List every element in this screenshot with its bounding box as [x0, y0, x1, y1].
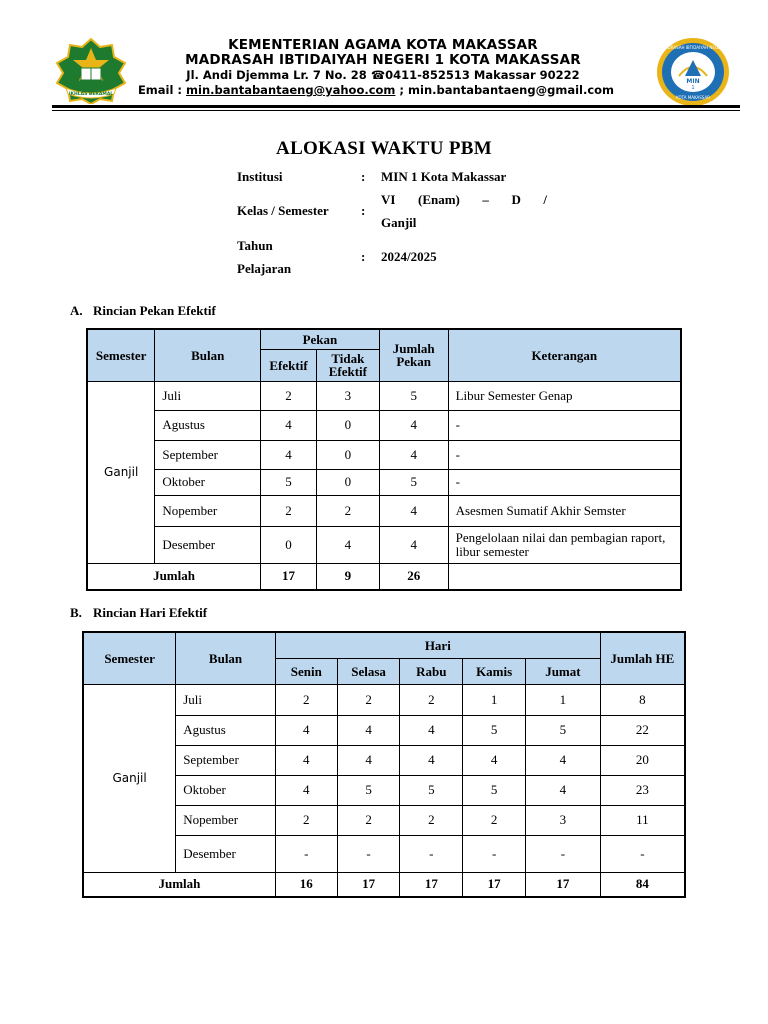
- table-row: Oktober 5 0 5 -: [87, 469, 681, 495]
- school-address: Jl. Andi Djemma Lr. 7 No. 28 ☎0411-852513 Makassar 90222: [186, 68, 580, 82]
- school-name: MADRASAH IBTIDAIYAH NEGERI 1 KOTA MAKASSAR: [185, 52, 581, 68]
- table-row: Ganjil Juli 2 3 5 Libur Semester Genap: [87, 381, 681, 410]
- svg-text:MIN: MIN: [686, 78, 700, 85]
- svg-text:IKHLAS BERAMAL: IKHLAS BERAMAL: [68, 92, 114, 97]
- col-tidak-efektif: Tidak Efektif: [316, 349, 379, 381]
- school-email: Email : min.bantabantaeng@yahoo.com ; min.bantabantaeng@gmail.com: [137, 83, 615, 97]
- col-senin: Senin: [275, 658, 337, 684]
- table-row: Nopember 2 2 4 Asesmen Sumatif Akhir Semster: [87, 495, 681, 526]
- min-school-logo: [655, 36, 731, 108]
- col-efektif: Efektif: [261, 349, 317, 381]
- info-block: [237, 166, 547, 280]
- info-row-tahun: Tahun Pelajaran : 2024/2025: [237, 238, 437, 276]
- table-row: Agustus 4 4 4 5 5 22: [83, 715, 685, 745]
- table-row: Nopember 2 2 2 2 3 11: [83, 805, 685, 835]
- col-jumat: Jumat: [526, 658, 601, 684]
- col-bulan: Bulan: [155, 329, 261, 381]
- table-row: Ganjil Juli 2 2 2 1 1 8: [83, 684, 685, 715]
- pekan-efektif-table: [86, 328, 682, 591]
- svg-text:KOTA MAKASSAR: KOTA MAKASSAR: [676, 95, 710, 100]
- letterhead: [0, 30, 768, 110]
- semester-cell: Ganjil: [83, 684, 176, 872]
- email-link-yahoo[interactable]: min.bantabantaeng@yahoo.com: [186, 83, 396, 97]
- table-row: Desember - - - - - -: [83, 835, 685, 872]
- col-hari: Hari: [275, 632, 600, 658]
- col-semester: Semester: [87, 329, 155, 381]
- semester-cell: Ganjil: [87, 381, 155, 563]
- svg-text:1: 1: [691, 85, 695, 91]
- hari-efektif-table: [82, 631, 686, 898]
- ministry-name: KEMENTERIAN AGAMA KOTA MAKASSAR: [228, 37, 538, 53]
- col-bulan: Bulan: [176, 632, 276, 684]
- table-row: September 4 0 4 -: [87, 440, 681, 469]
- col-jumlah-pekan: Jumlah Pekan: [379, 329, 448, 381]
- document-title: ALOKASI WAKTU PBM: [276, 138, 492, 159]
- col-keterangan: Keterangan: [448, 329, 681, 381]
- table-row: Desember 0 4 4 Pengelolaan nilai dan pembagian raport, libur semester: [87, 526, 681, 563]
- section-b-heading: B. Rincian Hari Efektif: [70, 605, 208, 620]
- col-kamis: Kamis: [463, 658, 526, 684]
- table-row: Agustus 4 0 4 -: [87, 410, 681, 440]
- email-gmail: min.bantabantaeng@gmail.com: [408, 83, 615, 97]
- col-selasa: Selasa: [337, 658, 400, 684]
- col-rabu: Rabu: [400, 658, 463, 684]
- total-row: Jumlah 17 9 26: [87, 563, 681, 590]
- info-row-kelas: Kelas / Semester : VI (Enam) – D / Ganjil: [237, 192, 547, 230]
- letterhead-text: [100, 38, 666, 98]
- table-row: Oktober 4 5 5 5 4 23: [83, 775, 685, 805]
- col-pekan: Pekan: [261, 329, 380, 349]
- total-row: Jumlah 16 17 17 17 17 84: [83, 872, 685, 897]
- info-row-institusi: Institusi : MIN 1 Kota Makassar: [237, 169, 507, 184]
- svg-text:MADRASAH IBTIDAIYAH NEGERI: MADRASAH IBTIDAIYAH NEGERI: [661, 45, 725, 50]
- letterhead-rule-thin: [52, 110, 740, 111]
- table-row: September 4 4 4 4 4 20: [83, 745, 685, 775]
- letterhead-rule-thick: [52, 105, 740, 108]
- col-jumlah-he: Jumlah HE: [600, 632, 685, 684]
- col-semester: Semester: [83, 632, 176, 684]
- section-a-heading: A. Rincian Pekan Efektif: [70, 303, 216, 318]
